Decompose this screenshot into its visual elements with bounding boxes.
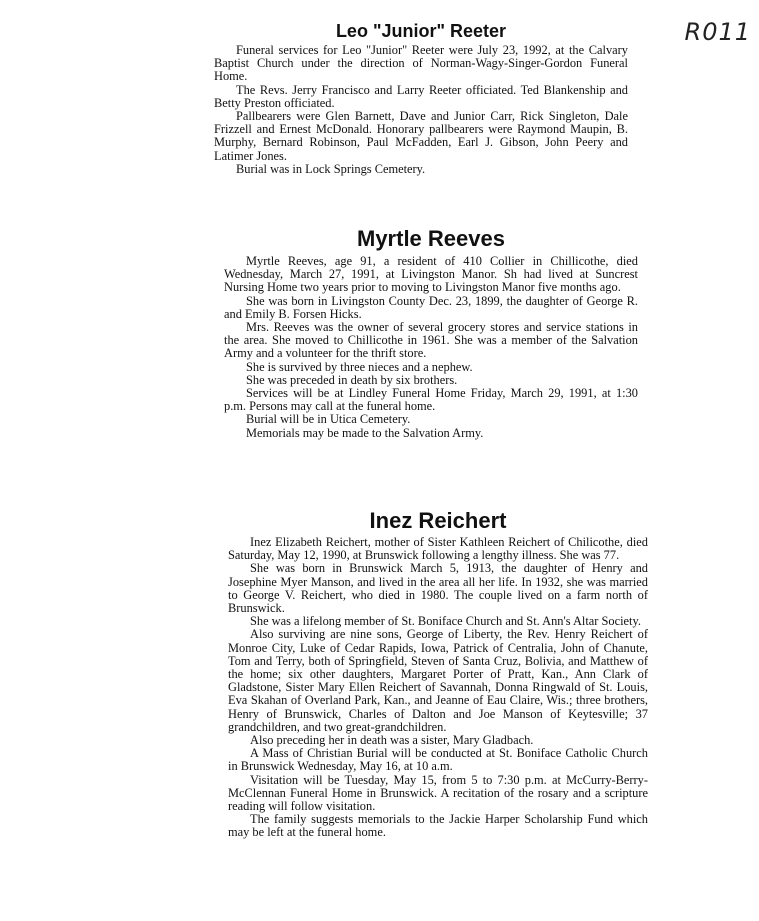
obituary-paragraph: The Revs. Jerry Francisco and Larry Reeter officiated. Ted Blankenship and Betty Preston officiated. <box>214 82 628 110</box>
obituary-inez-reichert <box>228 508 648 840</box>
obituary-paragraph: Inez Elizabeth Reichert, mother of Sister Kathleen Reichert of Chilicothe, died Saturday, May 12, 1990, at Brunswick following a lengthy illness. She was 77. <box>228 535 648 563</box>
obituary-paragraph: The family suggests memorials to the Jackie Harper Scholarship Fund which may be left at the funeral home. <box>228 812 648 840</box>
obituary-paragraph: Also surviving are nine sons, George of Liberty, the Rev. Henry Reichert of Monroe City, Luke of Cedar Rapids, Iowa, Patrick of Centralia, John of Chanute, Tom and Terry, both of Springfield, Steven of Santa Cruz, Bolivia, and Matthew of the home; six other daughters, Margaret Porter of Pratt, Kan., Ann Clark of Gladstone, Sister Mary Ellen Reichert of Savannah, Donna Ringwald of St. Louis, Eva Skahan of Overland Park, Kan., and Jeanne of Eau Claire, Wis.; three brothers, Henry of Brunswick, Charles of Dalton and Joe Manson of Keytesville; 37 grandchildren, and two great-grandchildren. <box>228 627 648 734</box>
obituary-paragraph: Burial was in Lock Springs Cemetery. <box>236 161 426 176</box>
obituary-paragraph: A Mass of Christian Burial will be conducted at St. Boniface Catholic Church in Brunswick Wednesday, May 16, at 10 a.m. <box>228 746 648 774</box>
obituary-paragraph: Myrtle Reeves, age 91, a resident of 410 Collier in Chillicothe, died Wednesday, March 27, 1991, at Livingston Manor. Sh had lived at Suncrest Nursing Home two years prior to moving to Livingston Manor five months ago. <box>224 254 638 295</box>
obituary-paragraph: Visitation will be Tuesday, May 15, from 5 to 7:30 p.m. at McCurry-Berry-McClennan Funeral Home in Brunswick. A recitation of the rosary and a scripture reading will follow visitation. <box>228 772 648 814</box>
obituary-paragraph: She was born in Livingston County Dec. 23, 1899, the daughter of George R. and Emily B. Forsen Hicks. <box>224 293 638 321</box>
obituary-paragraph: She was a lifelong member of St. Boniface Church and St. Ann's Altar Society. <box>250 614 641 629</box>
obituary-paragraph: Funeral services for Leo "Junior" Reeter were July 23, 1992, at the Calvary Baptist Church under the direction of Norman-Wagy-Singer-Gordon Funeral Home. <box>214 43 628 84</box>
obituary-title: Leo "Junior" Reeter <box>335 21 507 41</box>
obituary-paragraph: Services will be at Lindley Funeral Home Friday, March 29, 1991, at 1:30 p.m. Persons may call at the funeral home. <box>224 386 638 414</box>
obituary-paragraph: Pallbearers were Glen Barnett, Dave and Junior Carr, Rick Singleton, Dale Frizzell and Ernest McDonald. Honorary pallbearers were Raymond Maupin, B. Murphy, Bernard Robinson, Paul McFadden, Earl J. Gibson, John Peery and Latimer Jones. <box>214 109 628 163</box>
handwritten-file-code: R011 <box>684 18 751 46</box>
obituary-paragraph: Memorials may be made to the Salvation Army. <box>246 425 484 440</box>
obituary-title: Inez Reichert <box>369 508 507 533</box>
obituary-paragraph: She was preceded in death by six brothers. <box>246 372 458 387</box>
obituary-myrtle-reeves <box>224 226 638 440</box>
obituary-paragraph: She was born in Brunswick March 5, 1913, the daughter of Henry and Josephine Myer Manson, and lived in the area all her life. In 1932, she was married to George V. Reichert, who died in 1980. The couple lived on a farm north of Brunswick. <box>228 561 648 616</box>
obituary-paragraph: Mrs. Reeves was the owner of several grocery stores and service stations in the area. She moved to Chillicothe in 1961. She was a member of the Salvation Army and a volunteer for the thrift store. <box>224 320 638 361</box>
obituary-paragraph: She is survived by three nieces and a nephew. <box>246 359 473 374</box>
obituary-paragraph: Burial will be in Utica Cemetery. <box>246 412 411 427</box>
obituary-title: Myrtle Reeves <box>357 226 505 251</box>
obituary-leo-reeter <box>214 20 628 176</box>
obituary-paragraph: Also preceding her in death was a sister, Mary Gladbach. <box>250 733 534 748</box>
